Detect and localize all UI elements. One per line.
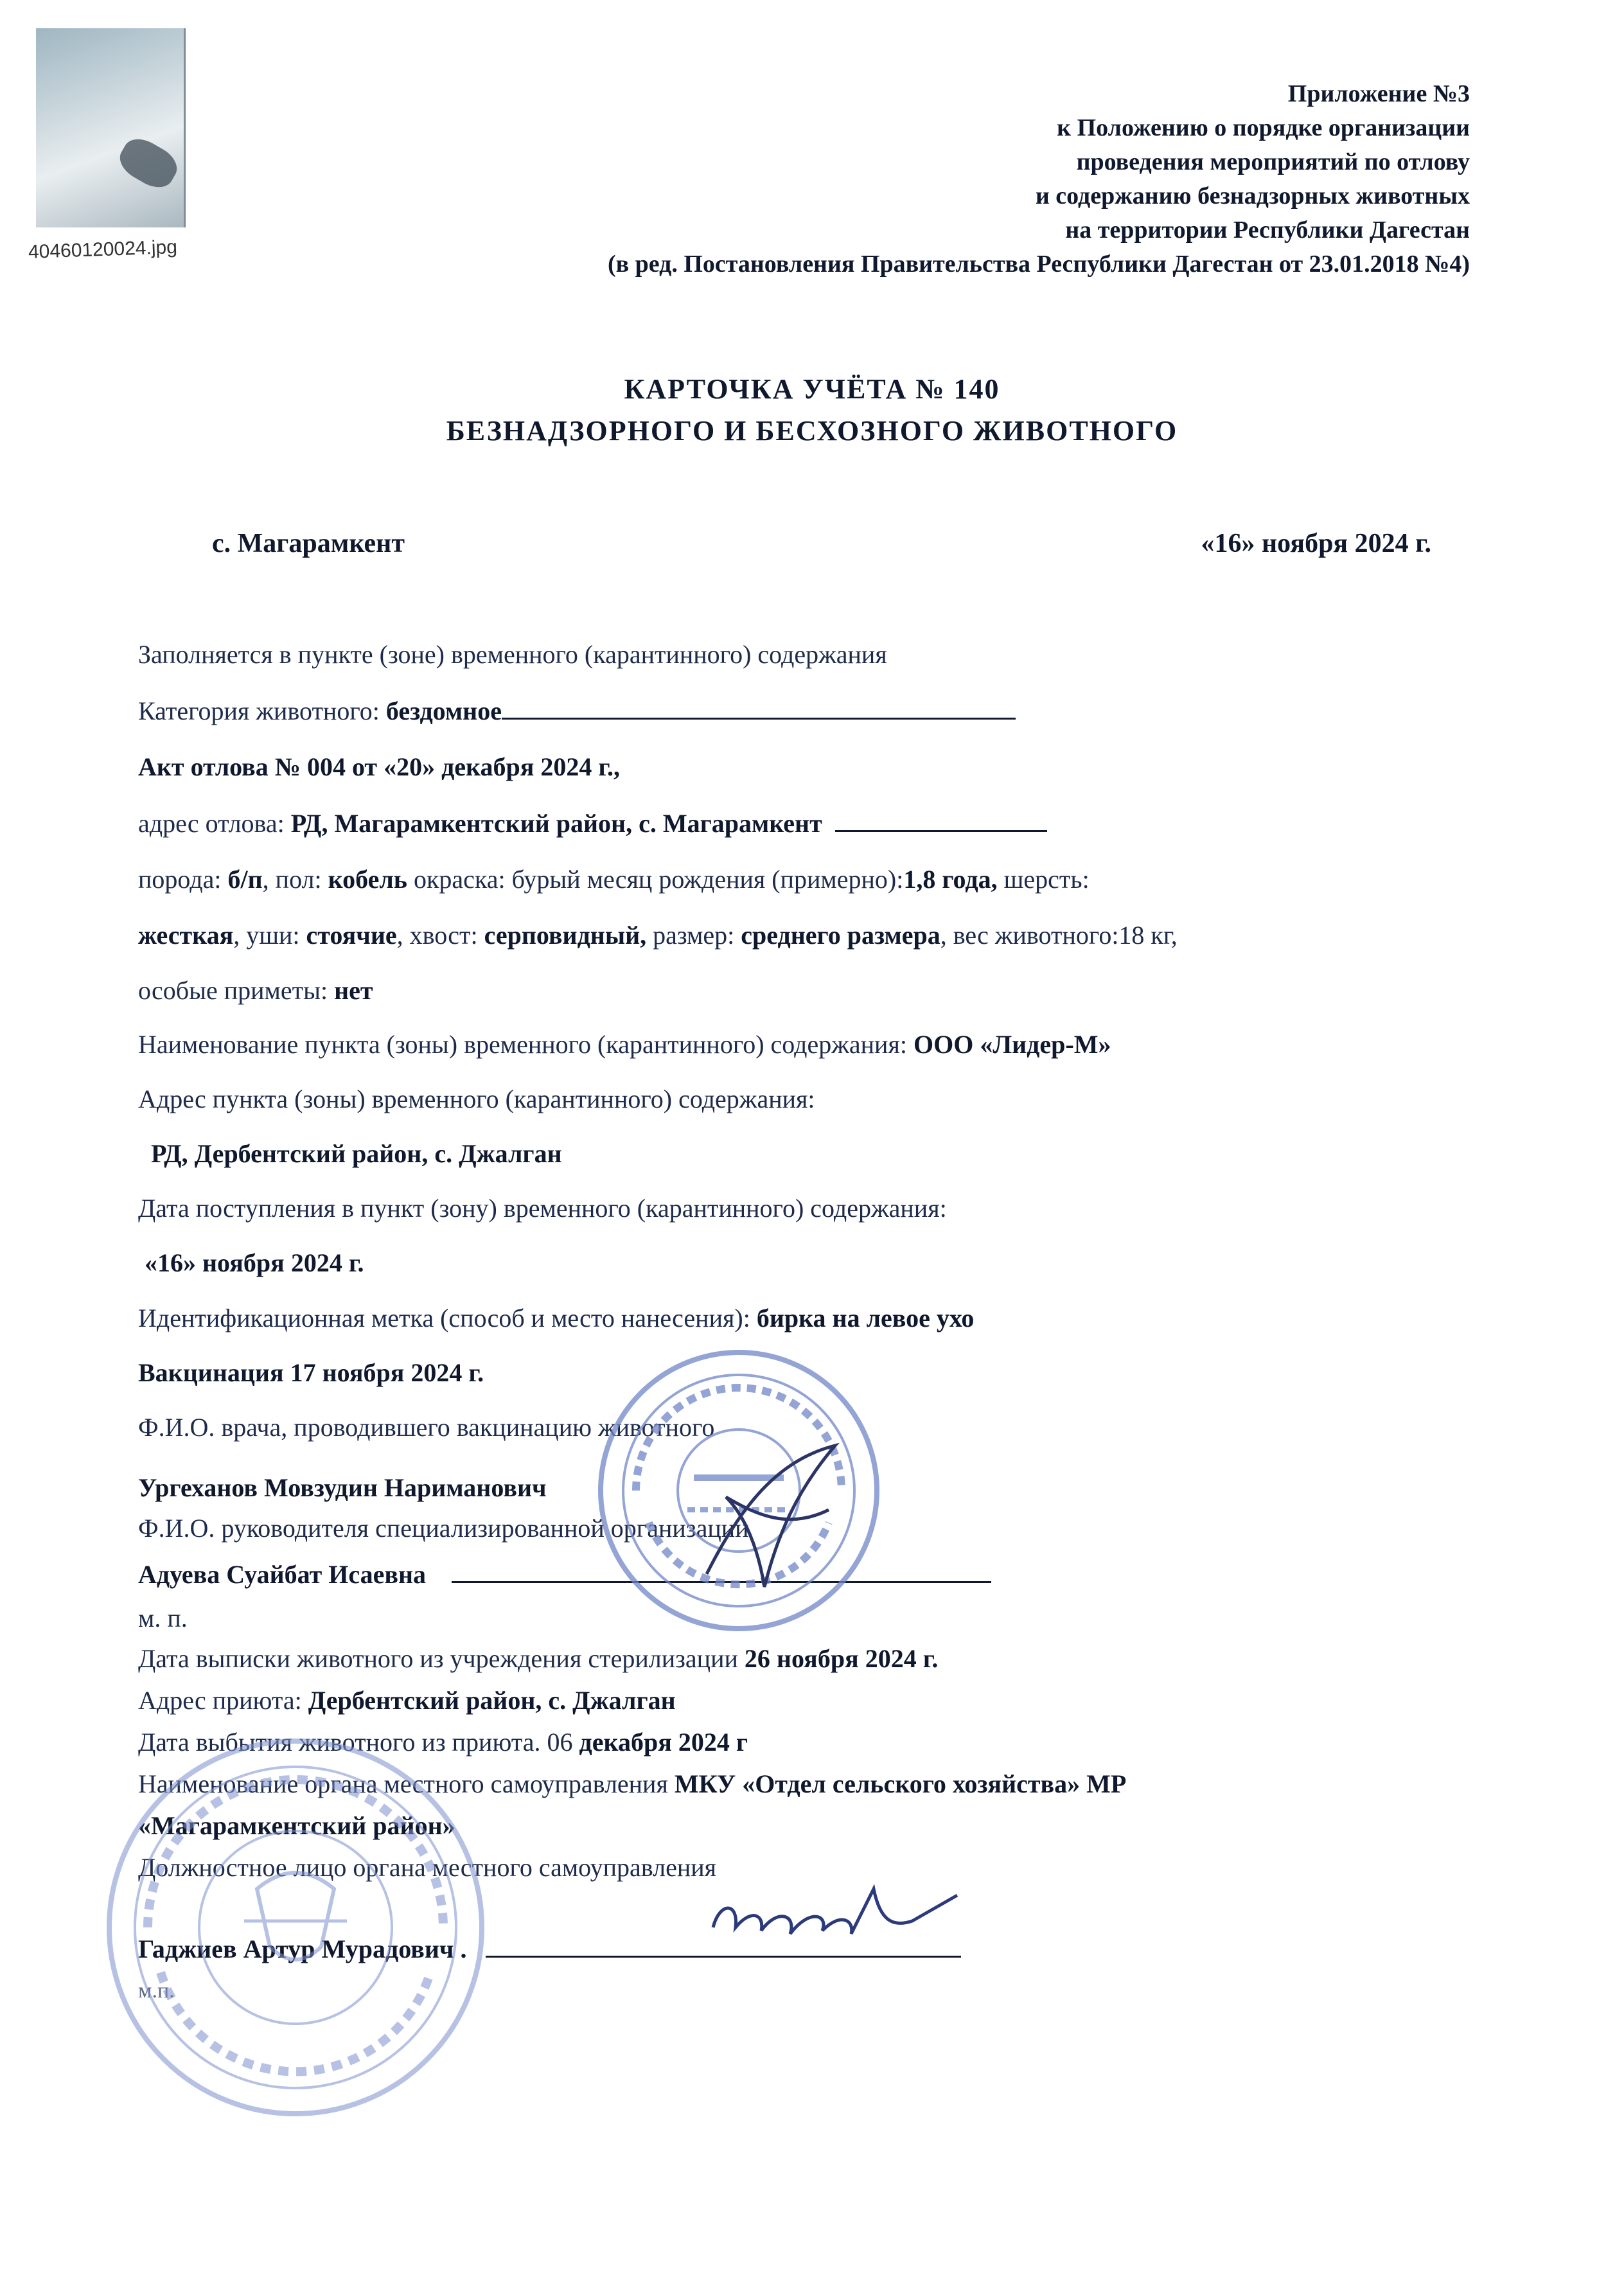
age-value: 1,8 года, [903,865,998,894]
marks-label: особые приметы: [138,976,335,1005]
capture-address-label: адрес отлова: [138,809,291,838]
animal-photo-subject [114,132,183,195]
traits-line [138,920,1178,950]
marks-value: нет [334,976,373,1005]
category-label: Категория животного: [138,696,386,725]
vaccination: Вакцинация 17 ноября 2024 г. [138,1358,484,1387]
discharge-label: Дата выписки животного из учреждения стерилизации [138,1644,745,1673]
appendix-header [608,77,1470,281]
appendix-line: и содержанию безнадзорных животных [1035,182,1470,209]
authority-value-continued: «Магарамкентский район» [138,1811,455,1840]
marks-line [138,975,373,1005]
head-name: Адуева Суайбат Исаевна [138,1560,427,1589]
capture-address-value: РД, Магарамкентский район, с. Магарамкент [290,809,822,838]
vet-signature [668,1420,861,1613]
blank-line [835,811,1047,832]
leave-value: декабря 2024 г [579,1728,748,1757]
size-value: среднего размера [741,921,940,950]
vet-label: Ф.И.О. врача, проводившего вакцинацию животного [138,1413,715,1442]
card-date: «16» ноября 2024 г. [1201,529,1431,558]
id-mark-label: Идентификационная метка (способ и место нанесения): [138,1304,757,1332]
ears-value: стоячие [306,921,397,950]
size-label: размер: [646,921,741,950]
arrival-value: «16» ноября 2024 г. [145,1248,364,1277]
weight-label: , вес животного:18 кг, [940,921,1178,950]
mp-label: м.п. [138,1979,175,2003]
fur-value: жесткая [138,921,234,950]
id-mark-value: бирка на левое ухо [756,1304,975,1332]
official-label: Должностное лицо органа местного самоуправления [138,1853,717,1882]
discharge-value: 26 ноября 2024 г. [744,1644,939,1673]
appendix-line: к Положению о порядке организации [1057,114,1470,141]
intro-line: Заполняется в пункте (зоне) временного (карантинного) содержания [138,640,887,669]
authority-label: Наименование органа местного самоуправления [138,1769,675,1798]
appendix-line: на территории Республики Дагестан [1065,217,1470,243]
tail-label: , хвост: [396,921,484,950]
breed-line [138,864,1090,894]
shelter-address2-label: Адрес приюта: [138,1686,308,1715]
vet-name: Ургеханов Мовзудин Нариманович [138,1473,547,1502]
appendix-line: проведения мероприятий по отлову [1076,148,1470,175]
municipal-seal [96,1728,495,2127]
shelter-address-value: РД, Дербентский район, с. Джалган [151,1139,562,1168]
mp-label: м. п. [138,1604,188,1633]
shelter-address-label: Адрес пункта (зоны) временного (карантинного) содержания: [138,1084,815,1113]
breed-value: б/п [227,865,263,894]
tail-value: серповидный, [484,921,647,950]
color-label: окраска: бурый месяц рождения (примерно): [407,865,904,894]
sex-value: кобель [328,865,407,894]
shelter-name-line [138,1029,1111,1059]
sex-label: , пол: [262,865,328,894]
leave-label: Дата выбытия животного из приюта. 06 [138,1728,579,1757]
arrival-label: Дата поступления в пункт (зону) временного (карантинного) содержания: [138,1194,947,1223]
appendix-line: Приложение №3 [1287,80,1470,107]
fur-label: шерсть: [997,865,1090,894]
breed-label: порода: [138,865,228,894]
official-name: Гаджиев Артур Мурадович . [138,1934,467,1963]
appendix-line: (в ред. Постановления Правительства Республики Дагестан от 23.01.2018 №4) [607,251,1470,278]
animal-photo [36,28,186,227]
discharge-line [138,1643,938,1674]
card-subtitle: БЕЗНАДЗОРНОГО И БЕСХОЗНОГО ЖИВОТНОГО [446,415,1178,447]
shelter-name-value: ООО «Лидер-М» [913,1030,1111,1059]
photo-filename: 40460120024.jpg [28,236,178,263]
shelter-address2-line [138,1685,676,1715]
capture-address-line [138,808,1047,838]
blank-line [502,698,1016,720]
card-place: с. Магарамкент [212,529,405,558]
category-value: бездомное [385,696,502,725]
category-line [138,696,1016,726]
capture-act: Акт отлова № 004 от «20» декабря 2024 г., [138,752,621,781]
shelter-address2-value: Дербентский район, с. Джалган [308,1686,676,1715]
head-label: Ф.И.О. руководителя специализированной организации [138,1514,749,1543]
card-title: КАРТОЧКА УЧЁТА № 140 [624,373,1000,405]
id-mark-line [138,1303,974,1333]
shelter-name-label: Наименование пункта (зоны) временного (карантинного) содержания: [138,1030,914,1059]
ears-label: , уши: [233,921,306,950]
official-signature [700,1850,970,1966]
authority-value: МКУ «Отдел сельского хозяйства» МР [674,1769,1127,1798]
